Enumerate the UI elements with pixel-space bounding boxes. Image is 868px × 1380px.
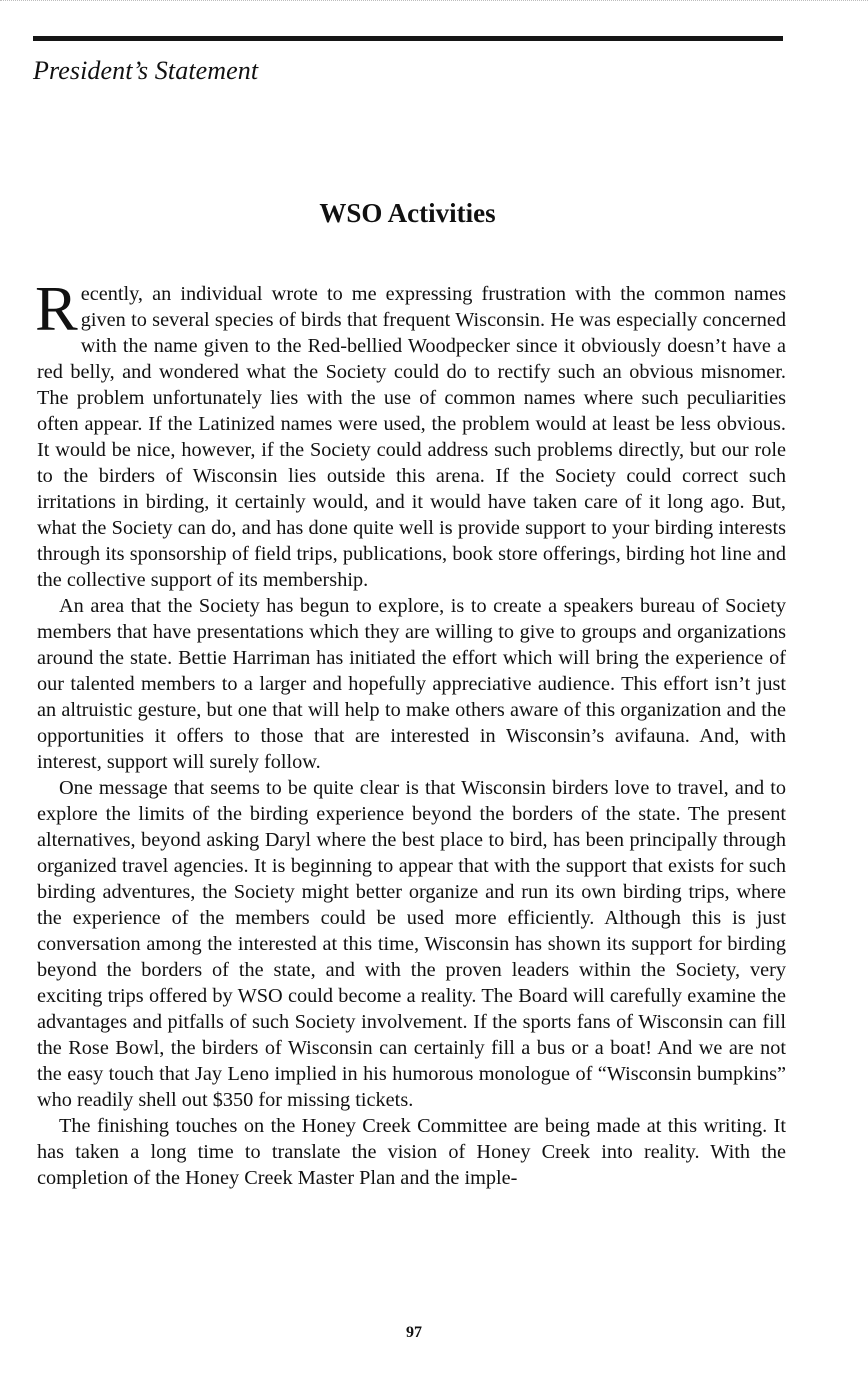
page-number: 97 xyxy=(406,1324,422,1341)
header-rule xyxy=(33,36,783,41)
article-title: WSO Activities xyxy=(319,198,496,228)
paragraph-4: The finishing touches on the Honey Creek Committee are being made at this writing. It has taken a long time to translate the vision of Honey Creek into reality. With the completion of the Honey Creek Master Plan and the imple- xyxy=(37,1115,786,1189)
paragraph-1 xyxy=(35,273,786,593)
article-body xyxy=(35,273,786,1191)
paragraph-2: An area that the Society has begun to explore, is to create a speakers bureau of Society members that have presentations which they are willing to give to groups and organizations around the state. Bettie Harriman has initiated the effort which will bring the experience of our talented members to a larger and hopefully appreciative audience. This effort isn’t just an altruistic gesture, but one that will help to make others aware of this organization and the opportunities it offers to those that are interested in Wisconsin’s avifauna. And, with interest, support will surely follow. xyxy=(37,595,786,773)
scan-top-edge xyxy=(0,0,868,5)
paragraph-1-text: ecently, an individual wrote to me expressing frustration with the common names given to several species of birds that frequent Wisconsin. He was especially concerned with the name given to the Red-bellied Woodpecker since it obviously doesn’t have a red belly, and wondered what the Society could do to rectify such an obvious misnomer. The problem unfortunately lies with the use of common names where such peculiarities often appear. If the Latinized names were used, the problem would at least be less obvious. It would be nice, however, if the Society could address such problems directly, but our role to the birders of Wisconsin lies outside this arena. If the Society could correct such irritations in birding, it certainly would, and it would have taken care of it long ago. But, what the Society can do, and has done quite well is provide support to your birding interests through its sponsorship of field trips, publications, book store offerings, birding hot line and the collective support of its membership. xyxy=(37,283,786,591)
paragraph-3: One message that seems to be quite clear is that Wisconsin birders love to travel, and to explore the limits of the birding experience beyond the borders of the state. The present alternatives, beyond asking Daryl where the best place to bird, has been principally through organized travel agencies. It is beginning to appear that with the support that exists for such birding adventures, the Society might better organize and run its own birding trips, where the experience of the members could be used more efficiently. Although this is just conversation among the interested at this time, Wisconsin has shown its support for birding beyond the borders of the state, and with the proven leaders within the Society, very exciting trips offered by WSO could become a reality. The Board will carefully examine the advantages and pitfalls of such Society involvement. If the sports fans of Wisconsin can fill the Rose Bowl, the birders of Wisconsin can certainly fill a bus or a boat! And we are not the easy touch that Jay Leno implied in his humorous monologue of “Wisconsin bumpkins” who readily shell out $350 for missing tickets. xyxy=(37,777,786,1111)
section-label: President’s Statement xyxy=(33,56,259,85)
drop-cap: R xyxy=(35,273,78,344)
